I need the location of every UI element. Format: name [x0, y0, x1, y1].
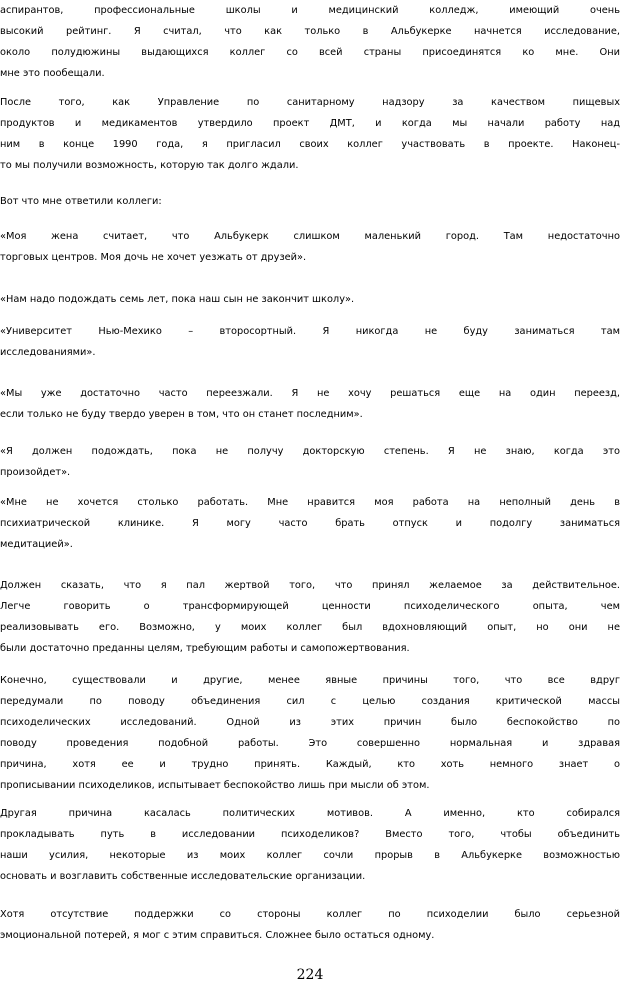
- text-line: «Университет Нью-Мехико – второсортный. Я никогда не буду заниматься там: [0, 326, 620, 337]
- text-line: аспирантов, профессиональные школы и медицинский колледж, имеющий очень: [0, 5, 620, 16]
- paragraph: [0, 191, 620, 212]
- text-line: торговых центров. Моя дочь не хочет уезжать от друзей».: [0, 252, 307, 263]
- text-line: Должен сказать, что я пал жертвой того, что принял желаемое за действительное.: [0, 580, 620, 591]
- text-line: исследованиями».: [0, 347, 96, 358]
- text-line: Вот что мне ответили коллеги:: [0, 196, 162, 207]
- text-line: эмоциональной потерей, я мог с этим справиться. Сложнее было остаться одному.: [0, 930, 435, 941]
- text-line: если только не буду твердо уверен в том, что он станет последним».: [0, 409, 363, 420]
- paragraph: [0, 441, 620, 483]
- text-line: «Мы уже достаточно часто переезжали. Я не хочу решаться еще на один переезд,: [0, 388, 620, 399]
- paragraph: [0, 0, 620, 84]
- text-line: Хотя отсутствие поддержки со стороны коллег по психоделии было серьезной: [0, 909, 620, 920]
- text-line: то мы получили возможность, которую так долго ждали.: [0, 160, 299, 171]
- text-line: произойдет».: [0, 467, 71, 478]
- text-line: психиатрической клинике. Я могу часто брать отпуск и подолгу заниматься: [0, 518, 620, 529]
- text-line: поводу проведения подобной работы. Это совершенно нормальная и здравая: [0, 738, 620, 749]
- text-line: наши усилия, некоторые из моих коллег сочли прорыв в Альбукерке возможностью: [0, 850, 620, 861]
- text-line: передумали по поводу объединения сил с целью создания критической массы: [0, 696, 620, 707]
- text-line: около полудюжины выдающихся коллег со всей страны присоединятся ко мне. Они: [0, 47, 620, 58]
- paragraph: [0, 321, 620, 363]
- text-line: После того, как Управление по санитарному надзору за качеством пищевых: [0, 97, 620, 108]
- paragraph: [0, 289, 620, 310]
- text-line: Легче говорить о трансформирующей ценности психоделического опыта, чем: [0, 601, 620, 612]
- text-line: «Мне не хочется столько работать. Мне нравится моя работа на неполный день в: [0, 497, 620, 508]
- text-line: психоделических исследований. Одной из этих причин было беспокойство по: [0, 717, 620, 728]
- text-line: были достаточно преданны целям, требующим работы и самопожертвования.: [0, 643, 410, 654]
- text-line: прописывании психоделиков, испытывает беспокойство лишь при мысли об этом.: [0, 780, 430, 791]
- text-line: прокладывать путь в исследовании психоделиков? Вместо того, чтобы объединить: [0, 829, 620, 840]
- text-line: медитацией».: [0, 539, 73, 550]
- text-line: реализовывать его. Возможно, у моих коллег был вдохновляющий опыт, но они не: [0, 622, 620, 633]
- paragraph: [0, 904, 620, 946]
- page-number: 224: [296, 967, 324, 983]
- text-line: мне это пообещали.: [0, 68, 105, 79]
- text-line: «Я должен подождать, пока не получу докторскую степень. Я не знаю, когда это: [0, 446, 620, 457]
- text-line: продуктов и медикаментов утвердило проект ДМТ, и когда мы начали работу над: [0, 118, 620, 129]
- text-line: высокий рейтинг. Я считал, что как только в Альбукерке начнется исследование,: [0, 26, 620, 37]
- paragraph: [0, 575, 620, 659]
- paragraph: [0, 670, 620, 796]
- text-line: Конечно, существовали и другие, менее явные причины того, что все вдруг: [0, 675, 620, 686]
- text-line: «Нам надо подождать семь лет, пока наш сын не закончит школу».: [0, 294, 355, 305]
- paragraph: [0, 92, 620, 176]
- paragraph: [0, 492, 620, 555]
- paragraph: [0, 803, 620, 887]
- text-line: основать и возглавить собственные исследовательские организации.: [0, 871, 366, 882]
- paragraph: [0, 383, 620, 425]
- text-line: Другая причина касалась политических мотивов. А именно, кто собирался: [0, 808, 620, 819]
- paragraph: [0, 226, 620, 268]
- text-line: ним в конце 1990 года, я пригласил своих коллег участвовать в проекте. Наконец-: [0, 139, 620, 150]
- text-line: «Моя жена считает, что Альбукерк слишком маленький город. Там недостаточно: [0, 231, 620, 242]
- text-line: причина, хотя ее и трудно принять. Каждый, кто хоть немного знает о: [0, 759, 620, 770]
